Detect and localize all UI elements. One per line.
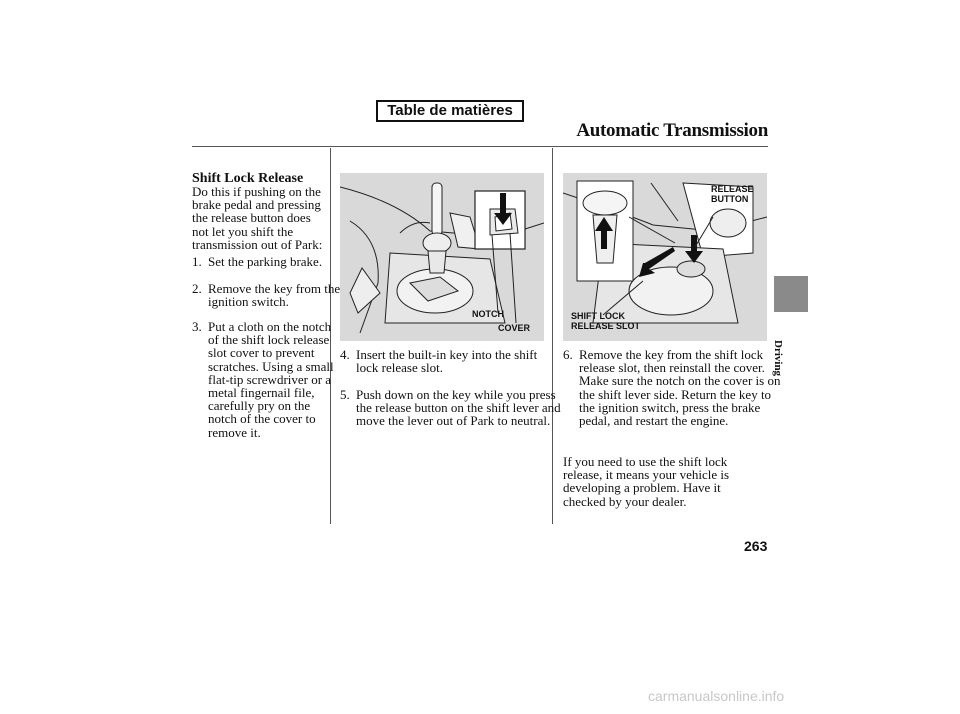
label-cover: COVER: [498, 323, 531, 333]
label-shift-lock-line1: SHIFT LOCK: [571, 311, 625, 321]
step-3: [192, 320, 342, 439]
step-text: Push down on the key while you press the release button on the shift lever and move the lever out of Park to neutral.: [356, 387, 561, 429]
closing-text: If you need to use the shift lock release, it means your vehicle is developing a problem. Have it checked by your dealer.: [563, 454, 730, 509]
label-notch: NOTCH: [472, 309, 504, 319]
chapter-tab: [774, 276, 808, 312]
page-title: Automatic Transmission: [576, 120, 768, 141]
label-release-button-line2: BUTTON: [711, 194, 749, 204]
step-1: [192, 255, 342, 268]
column-divider-2: [552, 148, 553, 524]
shift-console-illustration: [340, 173, 544, 341]
figure-release-slot: [563, 173, 767, 341]
figure-shift-lever-cover: [340, 173, 544, 341]
step-4: [340, 348, 562, 374]
page-number: 263: [744, 538, 768, 554]
label-shift-lock-line2: RELEASE SLOT: [571, 321, 641, 331]
step-number: 3.: [192, 319, 202, 334]
step-2: [192, 282, 342, 308]
step-number: 4.: [340, 347, 350, 362]
step-number: 1.: [192, 254, 202, 269]
step-text: Put a cloth on the notch of the shift lock release slot cover to prevent scratches. Using a small flat-tip screwdriver or a metal fingernail file, carefully pry on the notch of the cover to remove it.: [208, 319, 334, 440]
step-text: Remove the key from the shift lock release slot, then reinstall the cover. Make sure the notch on the cover is on the shift lever side. Return the key to the ignition switch, press the brake pedal, and restart the engine.: [579, 347, 781, 429]
chapter-label: Driving: [772, 340, 784, 377]
step-text: Set the parking brake.: [208, 254, 323, 269]
watermark: carmanualsonline.info: [648, 688, 785, 704]
step-text: Remove the key from the ignition switch.: [208, 281, 341, 310]
table-of-contents-button[interactable]: Table de matières: [376, 100, 524, 122]
step-number: 5.: [340, 387, 350, 402]
step-number: 2.: [192, 281, 202, 296]
step-number: 6.: [563, 347, 573, 362]
header-rule: [192, 146, 768, 147]
step-text: Insert the built-in key into the shift lock release slot.: [356, 347, 538, 376]
section-title: Shift Lock Release: [192, 171, 304, 186]
label-release-button-line1: RELEASE: [711, 184, 754, 194]
intro-text: Do this if pushing on the brake pedal and pressing the release button does not let you shift the transmission out of Park:: [192, 184, 323, 252]
step-5: [340, 388, 562, 428]
step-6: [563, 348, 785, 427]
